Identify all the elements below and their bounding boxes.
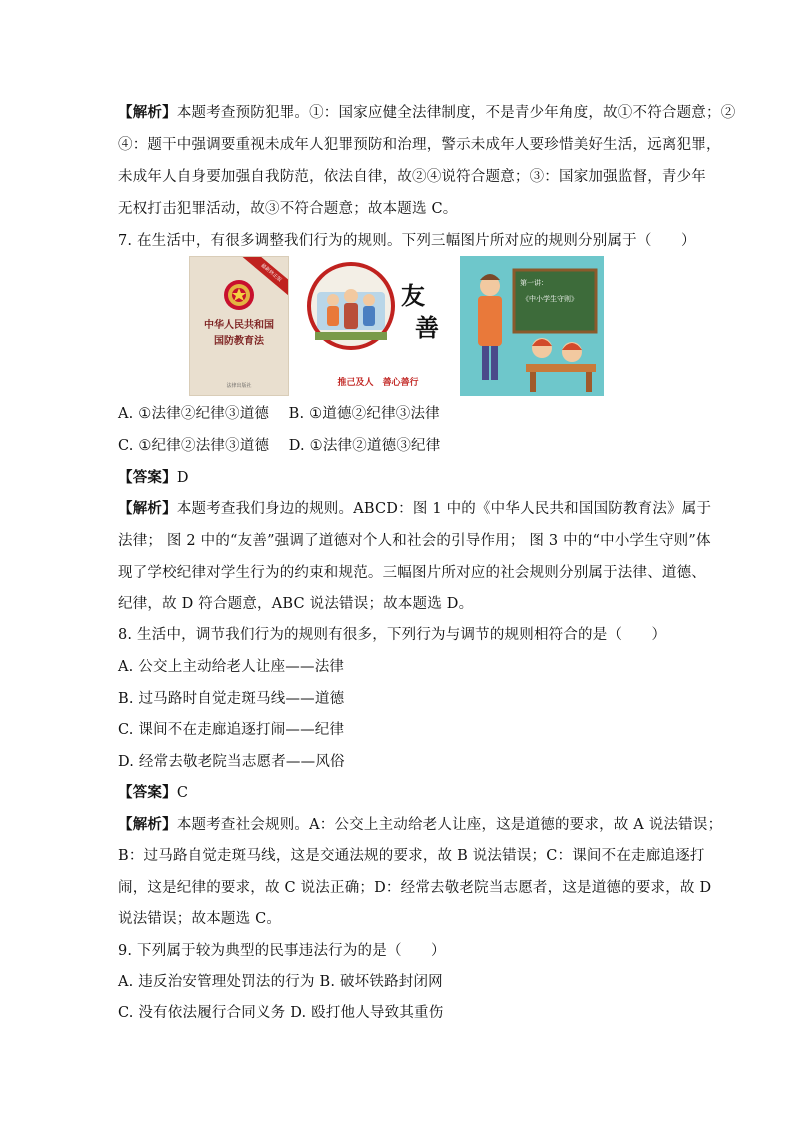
poster-char-you: 友 [401, 281, 425, 310]
text-line [118, 941, 446, 961]
line-text: 本题考查预防犯罪。①：国家应健全法律制度，不是青少年角度，故①不符合题意；② [176, 105, 736, 121]
line-text: C. 没有依法履行合同义务 D. 殴打他人导致其重伤 [118, 1005, 444, 1021]
line-text: 无权打击犯罪活动，故③不符合题意；故本题选 C。 [118, 201, 458, 217]
book-ribbon: 最新修正版 [240, 256, 289, 300]
line-text: 本题考查社会规则。A：公交上主动给老人让座，这是道德的要求，故 A 说法错误； [176, 817, 723, 833]
text-line [118, 1003, 443, 1023]
text-line [118, 468, 189, 488]
text-line [118, 103, 735, 123]
text-line [118, 563, 706, 583]
line-label: 【解析】 [118, 816, 177, 833]
text-line [118, 846, 705, 866]
line-text: C. 课间不在走廊追逐打闹——纪律 [118, 722, 345, 738]
text-line [118, 135, 721, 155]
book-title-line2: 国防教育法 [214, 336, 264, 347]
line-label: 【答案】 [118, 469, 177, 486]
text-line [118, 972, 443, 992]
text-line [118, 436, 440, 456]
text-line [118, 404, 440, 424]
text-line [118, 594, 473, 614]
line-text: 7. 在生活中，有很多调整我们行为的规则。下列三幅图片所对应的规则分别属于（ ） [118, 233, 696, 249]
text-line [118, 909, 281, 929]
text-line [118, 231, 696, 251]
text-line [118, 720, 344, 740]
line-text: D [176, 470, 189, 486]
teacher-classroom-illustration [460, 256, 604, 396]
line-text: C [176, 785, 189, 801]
text-line [118, 199, 458, 219]
line-text: B. 过马路时自觉走斑马线——道德 [118, 691, 345, 707]
line-text: 法律； 图 2 中的“友善”强调了道德对个人和社会的引导作用； 图 3 中的“中小学生守则”体 [118, 533, 711, 549]
figure-1-law-book-cover [189, 256, 289, 396]
line-text: 本题考查我们身边的规则。ABCD：图 1 中的《中华人民共和国国防教育法》属于 [176, 501, 712, 517]
line-text: 8. 生活中，调节我们行为的规则有很多，下列行为与调节的规则相符合的是（ ） [118, 627, 667, 643]
text-line [118, 531, 711, 551]
book-title-line1: 中华人民共和国 [204, 320, 274, 331]
book-publisher: 法律出版社 [226, 383, 252, 389]
text-line [118, 783, 188, 803]
text-line [118, 499, 711, 519]
line-label: 【解析】 [118, 500, 177, 517]
line-text: 未成年人自身要加强自我防范，依法自律，故②④说符合题意；③：国家加强监督，青少年 [118, 169, 706, 185]
board-text-line2: 《中小学生守则》 [522, 295, 578, 303]
figure-strip [189, 256, 604, 396]
text-line [118, 167, 706, 187]
poster-slogan: 推己及人 善心善行 [337, 378, 419, 388]
line-text: B：过马路自觉走斑马线，这是交通法规的要求，故 B 说法错误；C：课间不在走廊追逐打 [118, 848, 705, 864]
figure-3-classroom-rules [460, 256, 604, 396]
figure-2-friendliness-poster [303, 256, 453, 396]
line-text: 闹，这是纪律的要求，故 C 说法正确；D：经常去敬老院当志愿者，这是道德的要求，故 D [118, 880, 712, 896]
text-line [118, 752, 345, 772]
text-line [118, 815, 722, 835]
line-text: 现了学校纪律对学生行为的约束和规范。三幅图片所对应的社会规则分别属于法律、道德、 [118, 565, 706, 581]
board-text-line1: 第一讲： [520, 279, 548, 287]
text-line [118, 878, 711, 898]
line-text: C. ①纪律②法律③道德 D. ①法律②道德③纪律 [118, 438, 441, 454]
line-text: A. 公交上主动给老人让座——法律 [118, 659, 345, 675]
text-line [118, 657, 344, 677]
line-text: 9. 下列属于较为典型的民事违法行为的是（ ） [118, 943, 446, 959]
line-label: 【答案】 [118, 784, 177, 801]
line-text: 说法错误；故本题选 C。 [118, 911, 282, 927]
text-line [118, 625, 666, 645]
poster-char-shan: 善 [415, 313, 439, 342]
line-text: A. 违反治安管理处罚法的行为 B. 破坏铁路封闭网 [118, 974, 443, 990]
line-text: A. ①法律②纪律③道德 B. ①道德②纪律③法律 [118, 406, 440, 422]
text-line [118, 689, 344, 709]
line-label: 【解析】 [118, 104, 177, 121]
line-text: D. 经常去敬老院当志愿者——风俗 [118, 754, 345, 770]
line-text: ④：题干中强调要重视未成年人犯罪预防和治理，警示未成年人要珍惜美好生活，远离犯罪， [118, 137, 721, 153]
line-text: 纪律，故 D 符合题意，ABC 说法错误；故本题选 D。 [118, 596, 474, 612]
